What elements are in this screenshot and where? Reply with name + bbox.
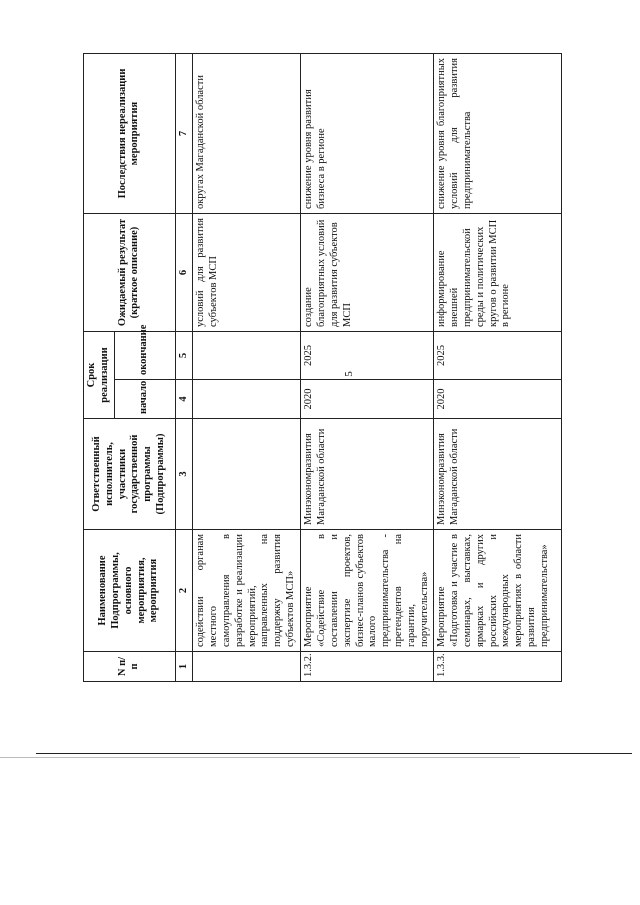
row-consequences: снижение уровня развития бизнеса в регионе — [301, 54, 434, 214]
table-row — [434, 54, 562, 682]
row-start: 2020 — [301, 380, 434, 419]
header-row — [84, 54, 115, 682]
row-end — [193, 332, 301, 380]
row-end: 2025 — [434, 332, 562, 380]
page-fold-shadow — [0, 757, 520, 758]
row-num: 1.3.3. — [434, 652, 562, 682]
column-number: 2 — [175, 530, 193, 652]
measures-table — [83, 53, 562, 682]
row-result: создание благоприятных условий для развития субъектов МСП — [301, 214, 434, 332]
row-num: 1.3.2. — [301, 652, 434, 682]
header-period-start: начало — [114, 380, 175, 419]
row-name: Мероприятие «Подготовка и участие в семинарах, выставках, ярмарках и других российских и международных мероприятиях в области развития предпринимательства» — [434, 530, 562, 652]
row-end: 2025 — [301, 332, 434, 380]
page-fold-rule — [36, 753, 632, 754]
header-name: Наименование Подпрограммы, основного мероприятия, мероприятия — [84, 530, 176, 652]
header-period-end: окончание — [114, 332, 175, 380]
header-consequences: Последствия нереализации мероприятия — [84, 54, 176, 214]
header-executor: Ответственный исполнитель, участники государственной программы (Подпрограммы) — [84, 419, 176, 530]
column-number: 1 — [175, 652, 193, 682]
column-number: 4 — [175, 380, 193, 419]
row-executor: Минэкономразвития Магаданской области — [301, 419, 434, 530]
row-start — [193, 380, 301, 419]
table-row — [301, 54, 434, 682]
table-row — [193, 54, 301, 682]
rotated-table-sheet — [83, 54, 551, 682]
row-name: содействии органам местного самоуправления в разработке и реализации мероприятий, направленных на поддержку развития субъектов МСП» — [193, 530, 301, 652]
header-num: N п/п — [84, 652, 176, 682]
row-executor: Минэкономразвития Магаданской области — [434, 419, 562, 530]
row-consequences: округах Магаданской области — [193, 54, 301, 214]
row-num — [193, 652, 301, 682]
row-executor — [193, 419, 301, 530]
column-number-row — [175, 54, 193, 682]
row-start: 2020 — [434, 380, 562, 419]
column-number: 7 — [175, 54, 193, 214]
column-number: 3 — [175, 419, 193, 530]
header-period: Срок реализации — [84, 332, 115, 419]
row-consequences: снижение уровня благоприятных условий для развития предпринимательства — [434, 54, 562, 214]
page-number: 5 — [342, 371, 355, 377]
row-name: Мероприятие «Содействие в составлении и экспертизе проектов, бизнес-планов субъектов малого предпринимательства - претендентов на гарантии, поручительства» — [301, 530, 434, 652]
column-number: 6 — [175, 214, 193, 332]
row-result: условий для развития субъектов МСП — [193, 214, 301, 332]
header-result: Ожидаемый результат (краткое описание) — [84, 214, 176, 332]
row-result: информирование внешней предпринимательской среды и политических кругов о развитии МСП в регионе — [434, 214, 562, 332]
column-number: 5 — [175, 332, 193, 380]
